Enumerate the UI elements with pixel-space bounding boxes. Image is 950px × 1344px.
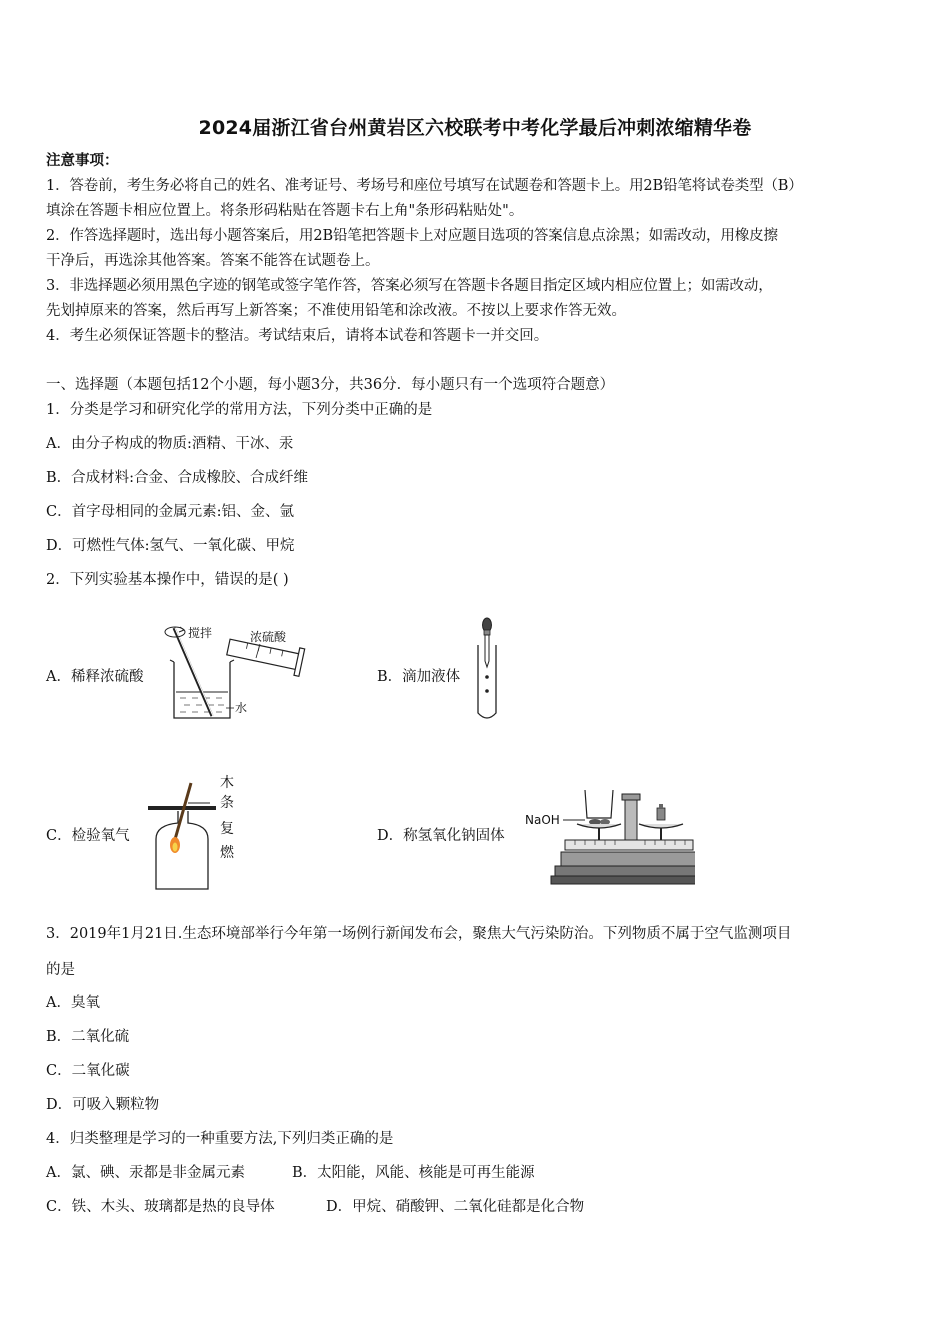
section-heading: 一、选择题（本题包括12个小题，每小题3分，共36分．每小题只有一个选项符合题意）: [46, 377, 615, 393]
dropper-figure: [470, 615, 504, 723]
label-c3: 复: [220, 821, 234, 837]
notice-line: 先划掉原来的答案，然后再写上新答案；不准使用铅笔和涂改液。不按以上要求作答无效。: [46, 303, 626, 319]
notice-line: 2．作答选择题时，选出每小题答案后，用2B铅笔把答题卡上对应题目选项的答案信息点涂黑；如需改动，用橡皮擦: [46, 228, 778, 244]
question-3-option-d: D．可吸入颗粒物: [46, 1097, 160, 1113]
label-stir: 搅拌: [188, 626, 213, 640]
notice-line: 4．考生必须保证答题卡的整洁。考试结束后，请将本试卷和答题卡一并交回。: [46, 328, 549, 344]
question-4-option-c: C．铁、木头、玻璃都是热的良导体: [46, 1199, 275, 1215]
question-1-option-c: C．首字母相同的金属元素:铝、金、氩: [46, 504, 294, 520]
notice-line: 干净后，再选涂其他答案。答案不能答在试题卷上。: [46, 253, 380, 269]
question-4-option-b: B．太阳能，风能、核能是可再生能源: [292, 1165, 535, 1181]
question-3-option-b: B．二氧化硫: [46, 1029, 130, 1045]
question-3-stem-cont: 的是: [46, 962, 75, 978]
label-c1: 木: [220, 775, 234, 791]
notice-line: 1．答卷前，考生务必将自己的姓名、准考证号、考场号和座位号填写在试题卷和答题卡上。用2B铅笔将试卷类型（B）: [46, 178, 803, 194]
balance-diagram: [525, 778, 695, 890]
balance-figure: [525, 778, 695, 890]
label-water: 水: [235, 701, 248, 715]
question-1-option-b: B．合成材料:合金、合成橡胶、合成纤维: [46, 470, 309, 486]
oxygen-test-figure: [148, 773, 243, 893]
dilute-acid-figure: [160, 618, 325, 726]
question-2-option-d: D．称氢氧化钠固体: [377, 828, 505, 844]
notice-line: 3．非选择题必须用黑色字迹的钢笔或签字笔作答，答案必须写在答题卡各题目指定区域内相应位置上；如需改动，: [46, 278, 773, 294]
question-4-option-d: D．甲烷、硝酸钾、二氧化硅都是化合物: [326, 1199, 585, 1215]
dilute-acid-diagram: [160, 618, 325, 726]
dropper-diagram: [470, 615, 504, 723]
question-3-stem: 3．2019年1月21日.生态环境部举行今年第一场例行新闻发布会，聚焦大气污染防治。下列物质不属于空气监测项目: [46, 926, 792, 942]
question-2-option-b: B．滴加液体: [377, 669, 461, 685]
label-c2: 条: [220, 795, 234, 811]
question-1-stem: 1．分类是学习和研究化学的常用方法，下列分类中正确的是: [46, 402, 433, 418]
notice-line: 填涂在答题卡相应位置上。将条形码粘贴在答题卡右上角"条形码粘贴处"。: [46, 203, 524, 219]
question-2-stem: 2．下列实验基本操作中，错误的是( ): [46, 572, 289, 588]
page-title: 2024届浙江省台州黄岩区六校联考中考化学最后冲刺浓缩精华卷: [198, 117, 752, 139]
question-4-stem: 4．归类整理是学习的一种重要方法,下列归类正确的是: [46, 1131, 394, 1147]
question-4-option-a: A．氯、碘、汞都是非金属元素: [46, 1165, 245, 1181]
label-acid: 浓硫酸: [250, 630, 287, 644]
question-1-option-a: A．由分子构成的物质:酒精、干冰、汞: [46, 436, 294, 452]
notice-heading: 注意事项：: [46, 152, 119, 169]
question-3-option-a: A．臭氧: [46, 995, 100, 1011]
label-c4: 燃: [220, 845, 234, 861]
question-2-option-c: C．检验氧气: [46, 828, 130, 844]
question-3-option-c: C．二氧化碳: [46, 1063, 130, 1079]
label-naoh: NaOH: [525, 813, 560, 827]
question-2-option-a: A．稀释浓硫酸: [46, 669, 144, 685]
oxygen-test-diagram: [148, 773, 243, 893]
question-1-option-d: D．可燃性气体:氢气、一氧化碳、甲烷: [46, 538, 295, 554]
